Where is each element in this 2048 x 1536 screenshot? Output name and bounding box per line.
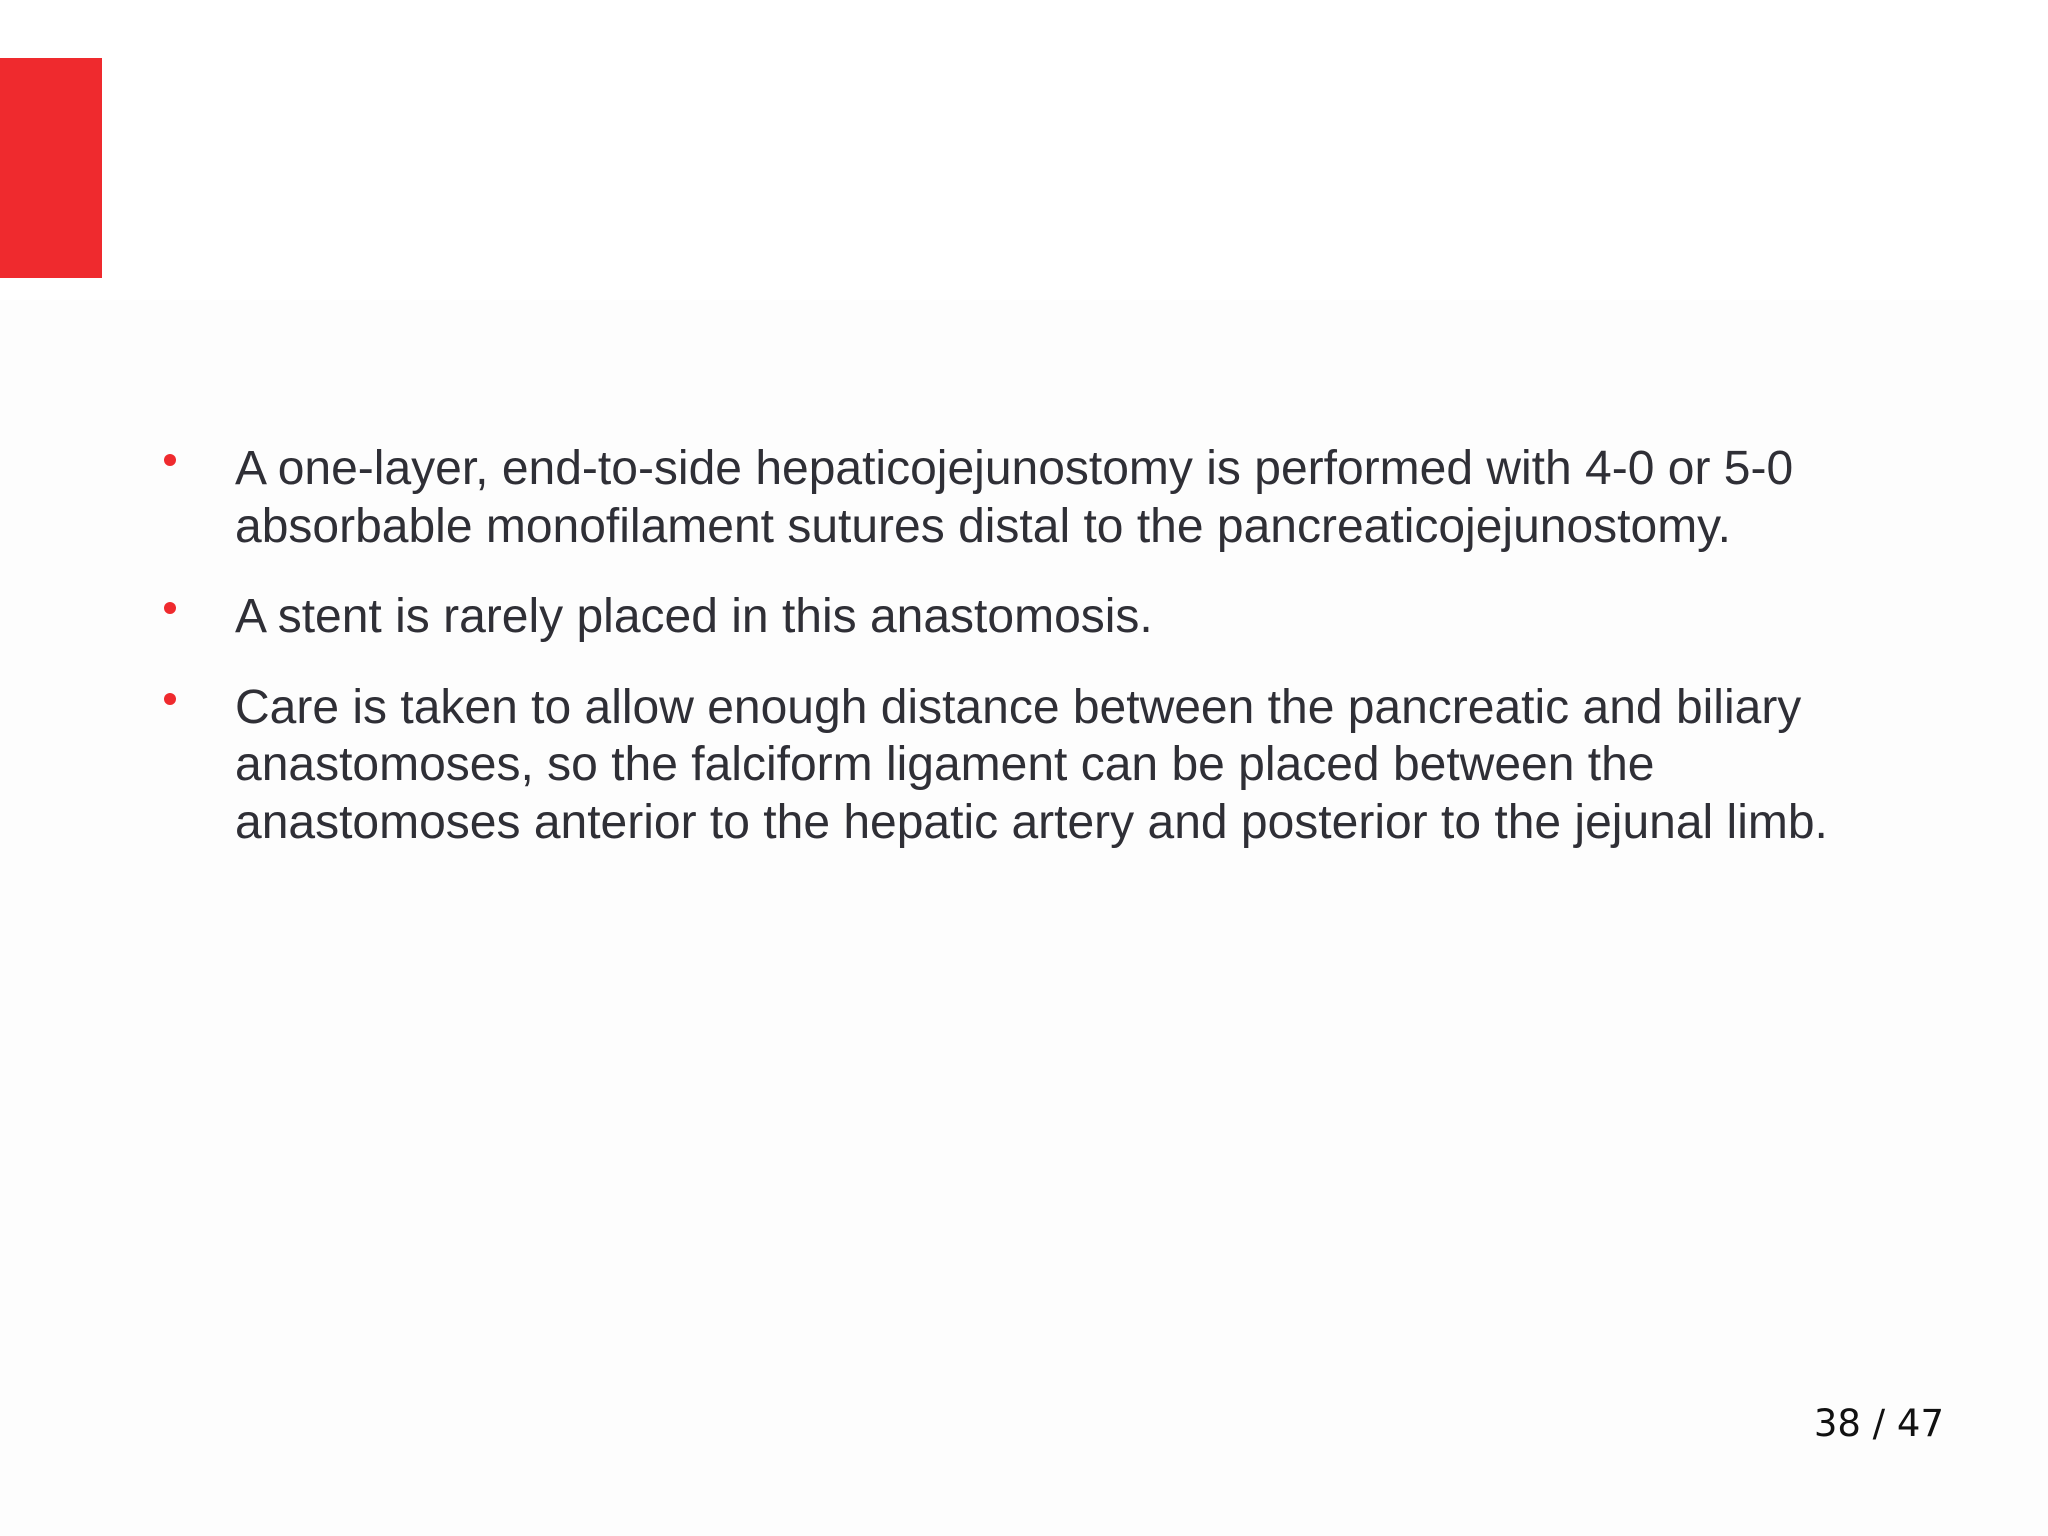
- bullet-item: [0, 679, 2048, 852]
- bullet-item: [0, 440, 2048, 555]
- bullet-dot-icon: [164, 454, 176, 466]
- bullet-text: A stent is rarely placed in this anastomosis.: [235, 590, 1153, 643]
- bullet-dot-icon: [164, 602, 176, 614]
- bullet-list: [0, 440, 2048, 884]
- bullet-dot-icon: [164, 693, 176, 705]
- bullet-text: Care is taken to allow enough distance between the pancreatic and biliary anastomoses, so the falciform ligament can be placed between the anastomoses anterior to the hepatic artery and posterior to the jejunal limb.: [235, 680, 1828, 849]
- bullet-text: A one-layer, end-to-side hepaticojejunostomy is performed with 4-0 or 5-0 absorbable monofilament sutures distal to the pancreaticojejunostomy.: [235, 442, 1794, 553]
- bullet-item: [0, 588, 2048, 646]
- accent-bar: [0, 58, 102, 278]
- page-number: 38 / 47: [1813, 1402, 1944, 1445]
